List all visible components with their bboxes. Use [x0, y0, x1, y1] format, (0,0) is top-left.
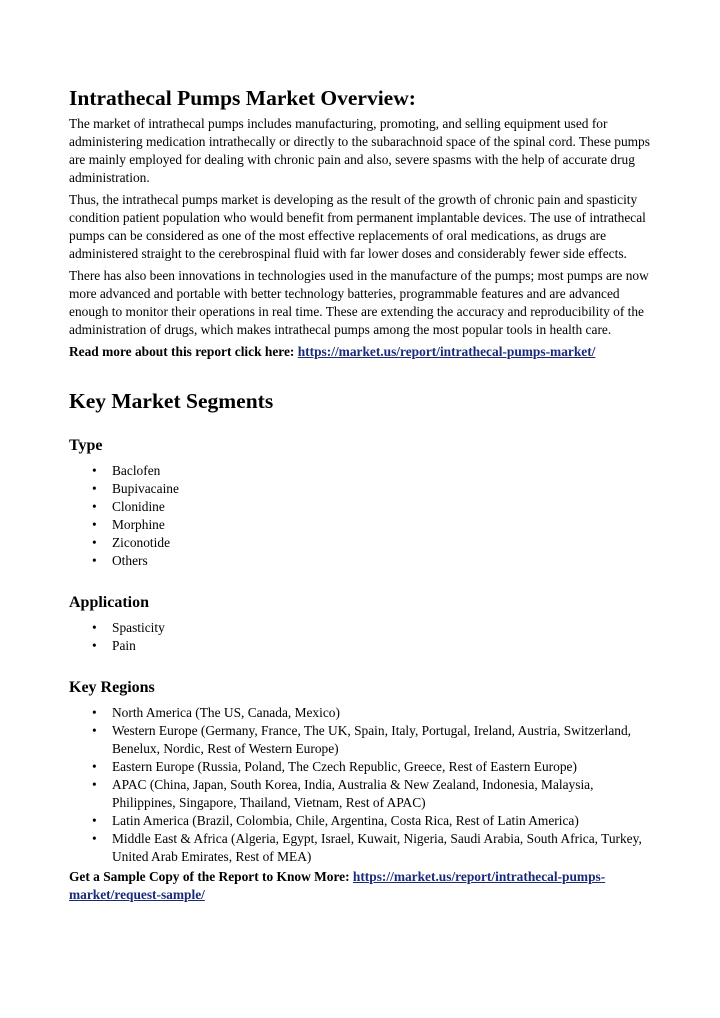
- sample-copy-label: Get a Sample Copy of the Report to Know More:: [69, 869, 353, 884]
- list-item: • Bupivacaine: [112, 480, 651, 498]
- read-more-label: Read more about this report click here:: [69, 344, 298, 359]
- list-item: • Morphine: [112, 516, 651, 534]
- document-page: [69, 84, 651, 908]
- list-item: • Ziconotide: [112, 534, 651, 552]
- list-item: • Eastern Europe (Russia, Poland, The Czech Republic, Greece, Rest of Eastern Europe): [112, 758, 651, 776]
- list-item: • Pain: [112, 637, 651, 655]
- list-item: • APAC (China, Japan, South Korea, India, Australia & New Zealand, Indonesia, Malaysia, Philippines, Singapore, Thailand, Vietnam, Rest of APAC): [112, 776, 651, 812]
- overview-paragraph-1: The market of intrathecal pumps includes manufacturing, promoting, and selling equipment used for administering medication intrathecally or directly to the subarachnoid space of the spinal cord. These pumps are mainly employed for dealing with chronic pain and also, severe spasms with the help of accurate drug administration.: [69, 116, 650, 185]
- sample-request-link[interactable]: https://market.us/report/intrathecal-pumps-market/request-sample/: [69, 869, 606, 902]
- list-item: • Spasticity: [112, 619, 651, 637]
- list-item: • Clonidine: [112, 498, 651, 516]
- overview-paragraph-2: Thus, the intrathecal pumps market is developing as the result of the growth of chronic pain and spasticity condition patient population who would benefit from permanent implantable devices. The use of intrathecal pumps can be considered as one of the most effective replacements of oral medications, as drugs are administered straight to the cerebrospinal fluid with far lower doses and considerably fewer side effects.: [69, 192, 646, 261]
- overview-title: Intrathecal Pumps Market Overview:: [69, 86, 416, 110]
- report-link[interactable]: https://market.us/report/intrathecal-pumps-market/: [297, 344, 596, 359]
- read-more-line: [69, 343, 651, 361]
- list-item: • North America (The US, Canada, Mexico): [112, 704, 651, 722]
- sample-copy-line: [69, 868, 651, 904]
- segments-title: Key Market Segments: [69, 389, 274, 413]
- type-heading: Type: [69, 437, 103, 454]
- application-list: [69, 619, 651, 655]
- regions-heading: Key Regions: [69, 679, 155, 696]
- regions-list: [69, 704, 651, 866]
- overview-paragraph-3: There has also been innovations in technologies used in the manufacture of the pumps; most pumps are now more advanced and portable with better technology batteries, programmable features and are advanced enough to monitor their operations in real time. These are extending the accuracy and reproducibility of the administration of drugs, which makes intrathecal pumps among the most popular tools in health care.: [69, 268, 649, 337]
- list-item: • Baclofen: [112, 462, 651, 480]
- list-item: • Latin America (Brazil, Colombia, Chile, Argentina, Costa Rica, Rest of Latin America): [112, 812, 651, 830]
- type-list: [69, 462, 651, 570]
- list-item: • Middle East & Africa (Algeria, Egypt, Israel, Kuwait, Nigeria, Saudi Arabia, South Africa, Turkey, United Arab Emirates, Rest of MEA): [112, 830, 651, 866]
- list-item: • Western Europe (Germany, France, The UK, Spain, Italy, Portugal, Ireland, Austria, Switzerland, Benelux, Nordic, Rest of Western Europe): [112, 722, 651, 758]
- list-item: • Others: [112, 552, 651, 570]
- application-heading: Application: [69, 594, 150, 611]
